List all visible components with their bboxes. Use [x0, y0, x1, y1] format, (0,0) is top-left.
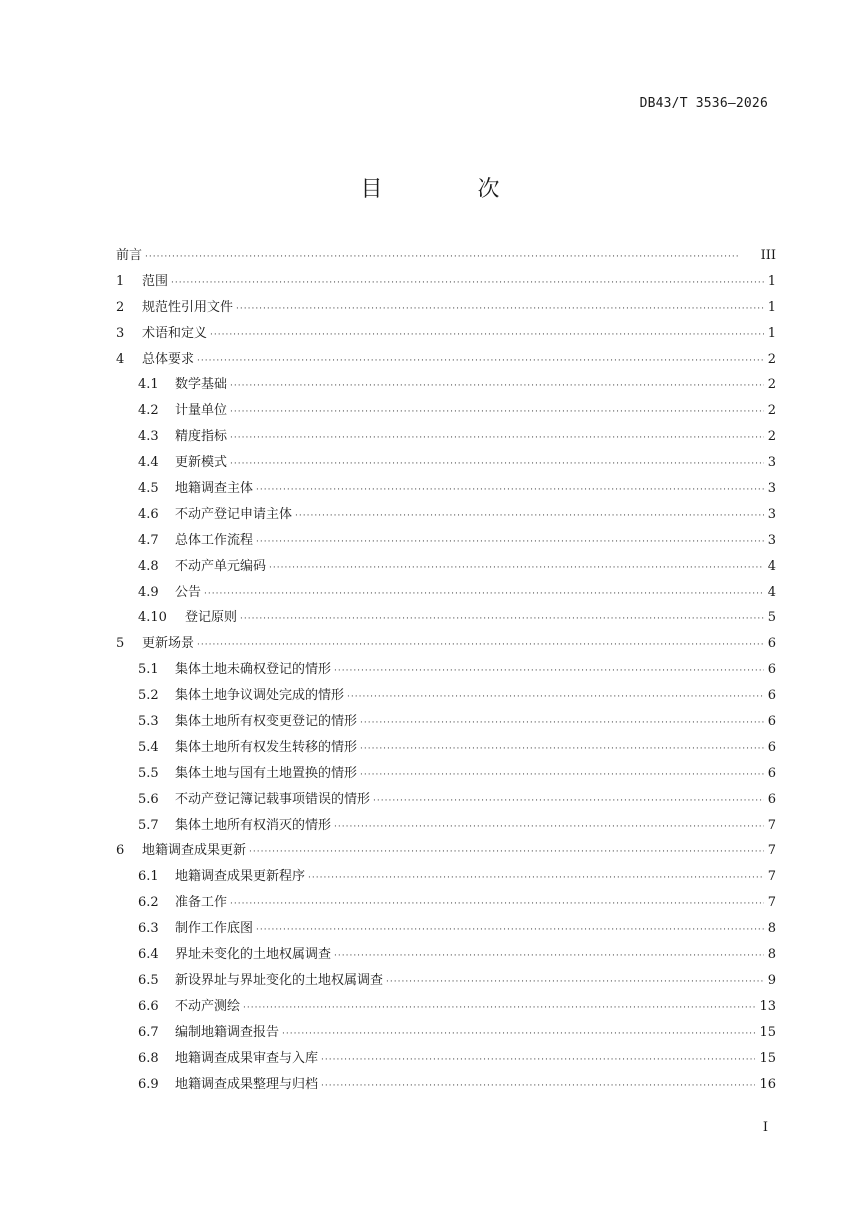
toc-entry-label: 不动产测绘 [175, 998, 241, 1014]
toc-entry-number: 4.7 [138, 532, 159, 548]
dot-leader [243, 996, 755, 1022]
toc-entry-number: 4.10 [138, 610, 167, 626]
dot-leader [230, 426, 764, 452]
toc-entry-label: 集体土地未确权登记的情形 [175, 662, 332, 678]
toc-entry-number: 4.3 [138, 429, 159, 445]
toc-entry-number: 6.1 [138, 869, 159, 885]
toc-entry[interactable] [116, 942, 776, 968]
toc-entry-label: 地籍调查成果更新 [142, 843, 247, 859]
toc-entry-number: 4.2 [138, 403, 159, 419]
dot-leader [204, 582, 764, 608]
toc-entry-label: 新设界址与界址变化的土地权属调查 [175, 972, 384, 988]
toc-entry-page: 7 [767, 895, 776, 911]
toc-entry[interactable] [116, 735, 776, 761]
page-number: I [762, 1120, 768, 1135]
toc-entry[interactable] [116, 1046, 776, 1072]
dot-leader [295, 504, 764, 530]
toc-entry[interactable] [116, 372, 776, 398]
toc-entry-page: 13 [759, 998, 776, 1014]
toc-entry-number: 6.7 [138, 1024, 159, 1040]
toc-entry-label: 登记原则 [185, 610, 238, 626]
page-title: 目 次 [360, 177, 544, 202]
toc-entry-label: 前言 [116, 248, 143, 263]
toc-entry[interactable] [116, 968, 776, 994]
toc-entry-page: 2 [767, 403, 776, 419]
toc-entry-page: 4 [767, 584, 776, 600]
toc-entry-page: 6 [767, 636, 776, 652]
toc-entry-label: 制作工作底图 [175, 921, 254, 937]
toc-entry[interactable] [116, 864, 776, 890]
toc-entry[interactable] [116, 1020, 776, 1046]
toc-entry-number: 5.7 [138, 817, 159, 833]
toc-entry-label: 地籍调查成果整理与归档 [175, 1076, 319, 1092]
toc-entry-number: 5.5 [138, 765, 159, 781]
toc-entry-label: 集体土地所有权发生转移的情形 [175, 739, 358, 755]
toc-entry-page: 15 [759, 1050, 776, 1066]
toc-entry-page: 7 [767, 843, 776, 859]
toc-entry-number: 6.9 [138, 1076, 159, 1092]
toc-entry[interactable] [116, 295, 776, 321]
toc-entry-page: 6 [767, 688, 776, 704]
toc-entry[interactable] [116, 605, 776, 631]
toc-entry[interactable] [116, 657, 776, 683]
toc-entry[interactable] [116, 502, 776, 528]
toc-entry-label: 集体土地争议调处完成的情形 [175, 688, 345, 704]
toc-entry[interactable] [116, 476, 776, 502]
dot-leader [197, 349, 764, 375]
toc-entry-label: 集体土地与国有土地置换的情形 [175, 765, 358, 781]
toc-entry[interactable] [116, 554, 776, 580]
dot-leader [360, 737, 764, 763]
toc-entry-number: 4.4 [138, 455, 159, 471]
toc-entry[interactable] [116, 787, 776, 813]
toc-entry[interactable] [116, 528, 776, 554]
toc-entry-number: 5.1 [138, 662, 159, 678]
toc-entry-label: 界址未变化的土地权属调查 [175, 947, 332, 963]
toc-entry-number: 6 [116, 843, 125, 859]
toc-entry-label: 总体要求 [142, 351, 195, 367]
dot-leader [373, 789, 764, 815]
toc-entry-page: 2 [767, 351, 776, 367]
toc-entry-page: 16 [759, 1076, 776, 1092]
dot-leader [360, 763, 764, 789]
toc-entry-page: 6 [767, 714, 776, 730]
toc-entry-number: 5.3 [138, 714, 159, 730]
toc-entry-page: 8 [767, 921, 776, 937]
toc-entry[interactable] [116, 424, 776, 450]
toc-entry-number: 5.6 [138, 791, 159, 807]
dot-leader [256, 478, 764, 504]
dot-leader [171, 271, 764, 297]
toc-entry-label: 编制地籍调查报告 [175, 1024, 280, 1040]
toc-entry-number: 5.2 [138, 688, 159, 704]
toc-entry[interactable] [116, 683, 776, 709]
dot-leader [282, 1022, 755, 1048]
toc-entry-page: 9 [767, 972, 776, 988]
toc-entry-number: 4.8 [138, 558, 159, 574]
toc-entry[interactable] [116, 709, 776, 735]
toc-entry-label: 公告 [175, 584, 202, 600]
toc-entry-page: 3 [767, 481, 776, 497]
toc-entry-number: 6.4 [138, 947, 159, 963]
toc-entry-label: 规范性引用文件 [142, 299, 234, 315]
dot-leader [360, 711, 764, 737]
toc-entry-label: 不动产登记申请主体 [175, 506, 293, 522]
toc-entry-number: 4.6 [138, 506, 159, 522]
toc-entry[interactable] [116, 1072, 776, 1098]
toc-entry[interactable] [116, 890, 776, 916]
toc-entry-page: 2 [767, 429, 776, 445]
toc-entry-number: 3 [116, 325, 125, 341]
toc-entry-page: 3 [767, 506, 776, 522]
toc-entry-page: 1 [767, 299, 776, 315]
dot-leader [249, 840, 764, 866]
dot-leader [230, 892, 764, 918]
toc-entry[interactable] [116, 916, 776, 942]
toc-entry-number: 5 [116, 636, 125, 652]
toc-entry[interactable] [116, 269, 776, 295]
toc-entry[interactable] [116, 321, 776, 347]
toc-entry-label: 不动产单元编码 [175, 558, 267, 574]
toc-entry-page: 6 [767, 765, 776, 781]
toc-entry-label: 集体土地所有权变更登记的情形 [175, 714, 358, 730]
dot-leader [230, 400, 764, 426]
dot-leader [334, 659, 764, 685]
toc-entry-page: 6 [767, 791, 776, 807]
toc-entry[interactable] [116, 450, 776, 476]
toc-entry[interactable] [116, 994, 776, 1020]
toc-entry-label: 地籍调查主体 [175, 481, 254, 497]
dot-leader [321, 1074, 755, 1100]
toc-entry-number: 6.2 [138, 895, 159, 911]
toc-entry-page: III [760, 248, 776, 263]
dot-leader [236, 297, 764, 323]
toc-entry-label: 精度指标 [175, 429, 228, 445]
dot-leader [256, 530, 764, 556]
toc-entry-page: 7 [767, 869, 776, 885]
toc-entry[interactable] [116, 580, 776, 606]
toc-entry-page: 1 [767, 273, 776, 289]
dot-leader [256, 918, 764, 944]
dot-leader [240, 607, 764, 633]
dot-leader [145, 245, 757, 271]
toc-entry-number: 6.5 [138, 972, 159, 988]
toc-entry-number: 4.9 [138, 584, 159, 600]
toc-entry-page: 8 [767, 947, 776, 963]
toc-entry-number: 6.3 [138, 921, 159, 937]
toc-entry-number: 4 [116, 351, 125, 367]
dot-leader [308, 866, 764, 892]
dot-leader [334, 944, 764, 970]
toc-entry[interactable] [116, 398, 776, 424]
toc-entry-page: 3 [767, 455, 776, 471]
toc-entry-number: 2 [116, 299, 125, 315]
toc-entry-label: 集体土地所有权消灭的情形 [175, 817, 332, 833]
dot-leader [230, 374, 764, 400]
toc-entry-label: 地籍调查成果审查与入库 [175, 1050, 319, 1066]
dot-leader [230, 452, 764, 478]
toc-entry-label: 数学基础 [175, 377, 228, 393]
toc-entry-page: 6 [767, 662, 776, 678]
dot-leader [386, 970, 764, 996]
toc-entry-label: 范围 [142, 273, 169, 289]
toc-entry-page: 1 [767, 325, 776, 341]
toc-entry-page: 4 [767, 558, 776, 574]
toc-entry-label: 地籍调查成果更新程序 [175, 869, 306, 885]
toc-entry-page: 6 [767, 739, 776, 755]
document-code: DB43/T 3536—2026 [639, 96, 768, 111]
toc-entry-label: 计量单位 [175, 403, 228, 419]
toc-entry-page: 3 [767, 532, 776, 548]
toc-entry-page: 5 [767, 610, 776, 626]
toc-entry-number: 1 [116, 273, 125, 289]
dot-leader [334, 815, 764, 841]
dot-leader [269, 556, 764, 582]
toc-entry[interactable] [116, 243, 776, 269]
toc-entry-label: 更新场景 [142, 636, 195, 652]
dot-leader [347, 685, 764, 711]
toc-entry[interactable] [116, 838, 776, 864]
toc-entry[interactable] [116, 761, 776, 787]
toc-entry[interactable] [116, 347, 776, 373]
toc-entry-label: 更新模式 [175, 455, 228, 471]
toc-entry-label: 准备工作 [175, 895, 228, 911]
toc-entry-label: 术语和定义 [142, 325, 208, 341]
toc-entry-number: 6.8 [138, 1050, 159, 1066]
dot-leader [210, 323, 764, 349]
toc-entry-number: 4.1 [138, 377, 159, 393]
dot-leader [197, 633, 764, 659]
toc-entry[interactable] [116, 813, 776, 839]
toc-entry-number: 4.5 [138, 481, 159, 497]
dot-leader [321, 1048, 755, 1074]
toc-entry-page: 2 [767, 377, 776, 393]
toc-entry[interactable] [116, 631, 776, 657]
toc-entry-label: 不动产登记簿记载事项错误的情形 [175, 791, 371, 807]
toc-entry-page: 15 [759, 1024, 776, 1040]
toc-entry-number: 5.4 [138, 739, 159, 755]
toc-entry-page: 7 [767, 817, 776, 833]
toc-entry-label: 总体工作流程 [175, 532, 254, 548]
table-of-contents [116, 243, 776, 1097]
toc-entry-number: 6.6 [138, 998, 159, 1014]
